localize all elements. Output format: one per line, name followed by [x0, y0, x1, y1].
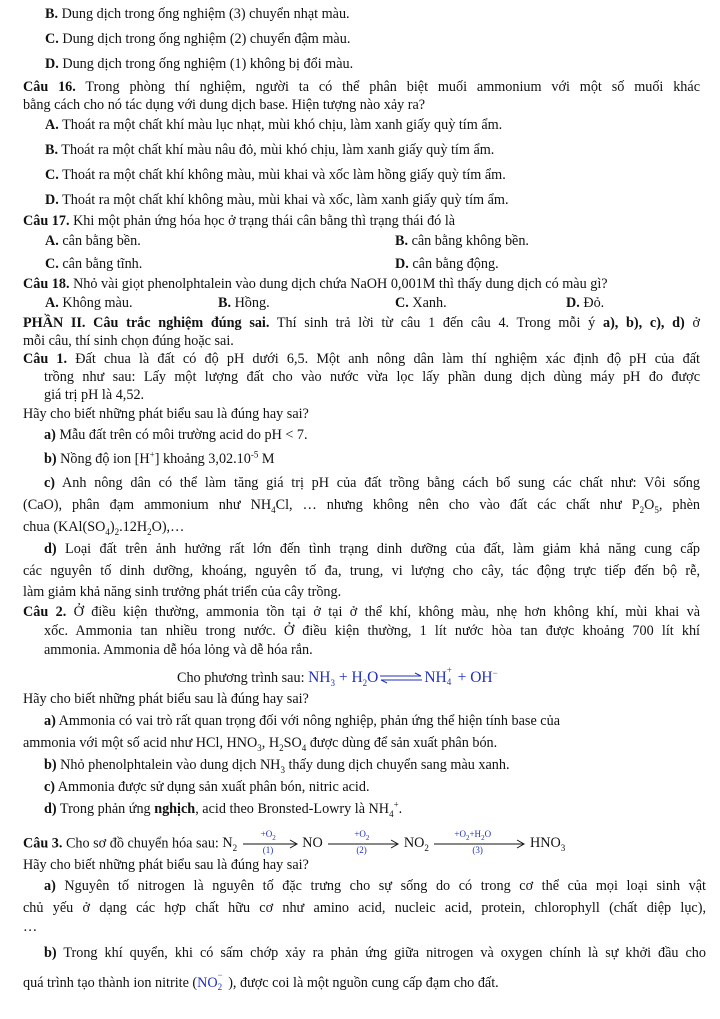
option-c: C. Xanh. [395, 295, 447, 311]
question-18 [23, 276, 706, 293]
question-label: Câu 17. [23, 213, 70, 229]
c3-statement-b-line: quá trình tạo thành ion nitrite (NO − 2 ), được coi là một nguồn cung cấp đạm cho đất. [23, 970, 499, 992]
part-2-heading: PHẦN II. Câu trắc nghiệm đúng sai. Thí sinh trả lời từ câu 1 đến câu 4. Trong mỗi ý a), b), c), d) ở [23, 315, 700, 331]
option-a: A. cân bằng bền. [45, 233, 141, 249]
part-title: PHẦN II. Câu trắc nghiệm đúng sai. [23, 315, 270, 331]
c1-stem-line: trồng như sau: Lấy một lượng đất cho vào nước vừa lọc lấy phần dung dịch dùng máy pH đo được [44, 369, 700, 385]
question-label: Câu 16. [23, 79, 76, 95]
option-text: Thoát ra một chất khí màu nâu đỏ, mùi khó chịu, làm xanh giấy quỳ tím ẩm. [58, 142, 495, 158]
option-letter: A. [45, 117, 59, 133]
c1-statement-b: b) Nồng độ ion [H+] khoảng $3,02.10^{-5}$ M [44, 449, 275, 467]
c2-stem-line: xốc. Ammonia tan nhiều trong nước. Ở điều kiện thường, 1 lít nước hòa tan được khoảng 700 lít khí [44, 623, 700, 639]
c1-stem-line: giá trị pH là 4,52. [44, 387, 145, 403]
c1-prompt: Hãy cho biết những phát biểu sau là đúng hay sai? [23, 406, 309, 422]
option-line [45, 192, 706, 209]
option-d: D. cân bằng động. [395, 256, 499, 272]
c3-statement-a: a) Nguyên tố nitrogen là nguyên tố đặc trưng cho sự sống do có trong cơ thể của mọi loại sinh vật [44, 878, 706, 894]
option-b: B. cân bằng không bền. [395, 233, 529, 249]
option-a: A. Không màu. [45, 295, 133, 311]
reaction-arrow-2: $+O_2$ (2) [326, 833, 400, 855]
chemical-equation: $NH_3 + H_2O$ NH + 4 + OH− [308, 665, 498, 689]
c1-statement-c-line: (CaO), phân đạm ammonium như $NH_4Cl$, … nhưng không nên cho vào đất các chất như $P_2O_5$, phèn [23, 497, 700, 515]
option-line [45, 31, 706, 48]
c3-prompt: Hãy cho biết những phát biểu sau là đúng hay sai? [23, 857, 309, 873]
option-line [45, 142, 706, 159]
equilibrium-arrow-icon [379, 672, 423, 684]
option-letter: D. [45, 192, 59, 208]
c1-statement-c-line: chua $(KAl(SO_4)_2.12H_2O),\dots$ [23, 519, 185, 537]
conversion-scheme: $N_2$ $+O_2$ (1) NO $+O_2$ (2) $NO_2$ $+O_2+H_2O$ (3) $HNO_3$ [222, 829, 566, 855]
option-text: Thoát ra một chất khí không màu, mùi khai và xốc, làm xanh giấy quỳ tím ẩm. [58, 192, 509, 208]
c1-statement-d-line: các nguyên tố dinh dưỡng, khoáng, nguyên tố đa, trung, vi lượng cho cây, tác động trực tiếp đến bộ rễ, [23, 563, 700, 579]
question-label: Câu 1. [23, 351, 68, 367]
option-text: Thoát ra một chất khí màu lục nhạt, mùi khó chịu, làm xanh giấy quỳ tím ẩm. [58, 117, 503, 133]
question-17 [23, 213, 706, 230]
options-row [0, 295, 706, 313]
option-letter: D. [45, 56, 59, 72]
option-letter: C. [45, 31, 59, 47]
question-16 [23, 79, 700, 96]
option-line [45, 56, 706, 73]
reaction-arrow-1: $+O_2$ (1) [241, 833, 299, 855]
c1-statement-a: a) Mẫu đất trên có môi trường acid do pH < 7. [44, 427, 308, 443]
c2-statement-b: b) Nhỏ phenolphtalein vào dung dịch $NH_3$ thấy dung dịch chuyển sang màu xanh. [44, 757, 510, 775]
option-text: Dung dịch trong ống nghiệm (1) không bị đổi màu. [58, 56, 354, 72]
part-2-text: mỗi câu, thí sinh chọn đúng hoặc sai. [23, 333, 234, 349]
c3-stem: Câu 3. Cho sơ đồ chuyển hóa sau: $N_2$ $+O_2$ (1) NO $+O_2$ (2) $NO_2$ $+O_2+H_2O$ (3) $HNO_3$ [23, 829, 566, 855]
c1-statement-d-line: làm giảm khả năng sinh trưởng phát triển của cây trồng. [23, 584, 342, 600]
option-line [45, 117, 706, 134]
option-text: Dung dịch trong ống nghiệm (3) chuyển nhạt màu. [58, 6, 350, 22]
reaction-arrow-3: $+O_2+H_2O$ (3) [432, 833, 526, 855]
option-text: Dung dịch trong ống nghiệm (2) chuyển đậm màu. [58, 31, 351, 47]
option-d: D. Đỏ. [566, 295, 605, 311]
option-b: B. Hồng. [218, 295, 270, 311]
question-text-line: bằng cách cho nó tác dụng với dung dịch base. Hiện tượng nào xảy ra? [23, 97, 426, 113]
option-c: C. cân bằng tĩnh. [45, 256, 143, 272]
c2-statement-d: d) Trong phản ứng nghịch, acid theo Bronsted-Lowry là $NH_4^+$. [44, 799, 403, 819]
c1-stem: Câu 1. Đất chua là đất có độ pH dưới 6,5. Một anh nông dân làm thí nghiệm xác định độ pH của đất [23, 351, 700, 367]
options-row [0, 256, 706, 274]
option-letter: B. [45, 142, 59, 158]
nitrite-ion: NO − 2 [197, 970, 223, 992]
c3-statement-a-line: … [23, 919, 38, 935]
c2-stem-line: ammonia. Ammonia dễ hóa lỏng và dễ hóa rắn. [44, 642, 313, 658]
c3-statement-a-line: chủ yếu ở dạng các hợp chất hữu cơ như amino acid, nucleic acid, protein, chlorophyll (chất diệp lục), [23, 900, 706, 916]
question-text: Trong phòng thí nghiệm, người ta có thể phân biệt muối ammonium với một số muối khác [75, 79, 700, 95]
option-letter: C. [45, 167, 59, 183]
c2-stem: Câu 2. Ở điều kiện thường, ammonia tồn tại ở tại ở thể khí, không màu, nhẹ hơn không khí, mùi khai và [23, 604, 700, 620]
options-row [0, 233, 706, 251]
c2-statement-c: c) Ammonia được sử dụng sản xuất phân bón, nitric acid. [44, 779, 370, 795]
question-label: Câu 2. [23, 604, 67, 620]
c2-prompt: Hãy cho biết những phát biểu sau là đúng hay sai? [23, 691, 309, 707]
question-text: Khi một phản ứng hóa học ở trạng thái cân bằng thì trạng thái đó là [69, 213, 456, 229]
c2-equation: Cho phương trình sau: $NH_3 + H_2O$ NH + 4 + OH− [177, 665, 498, 689]
c3-statement-b: b) Trong khí quyển, khi có sấm chớp xảy ra phản ứng giữa nitrogen và oxygen chính là sự khởi đầu cho [44, 945, 706, 961]
c2-statement-a: a) Ammonia có vai trò rất quan trọng đối với nông nghiệp, phản ứng thể hiện tính base của [44, 713, 560, 729]
question-text: Nhỏ vài giọt phenolphtalein vào dung dịch chứa NaOH 0,001M thì thấy dung dịch có màu gì? [69, 276, 608, 292]
option-line [45, 6, 706, 23]
c1-statement-d: d) Loại đất trên ảnh hưởng rất lớn đến tình trạng dinh dưỡng của đất, làm giảm khả năng cung cấp [44, 541, 700, 557]
option-letter: B. [45, 6, 59, 22]
c1-statement-c: c) Anh nông dân có thể làm tăng giá trị pH của đất trồng bằng cách bổ sung các chất như: Vôi sống [44, 475, 700, 491]
option-line [45, 167, 706, 184]
question-label: Câu 3. [23, 835, 63, 852]
question-label: Câu 18. [23, 276, 70, 292]
option-text: Thoát ra một chất khí không màu, mùi khai và xốc làm hồng giấy quỳ tím ẩm. [58, 167, 506, 183]
c2-statement-a-line: ammonia với một số acid như HCl, $HNO_3$, $H_2SO_4$ được dùng để sản xuất phân bón. [23, 735, 498, 753]
